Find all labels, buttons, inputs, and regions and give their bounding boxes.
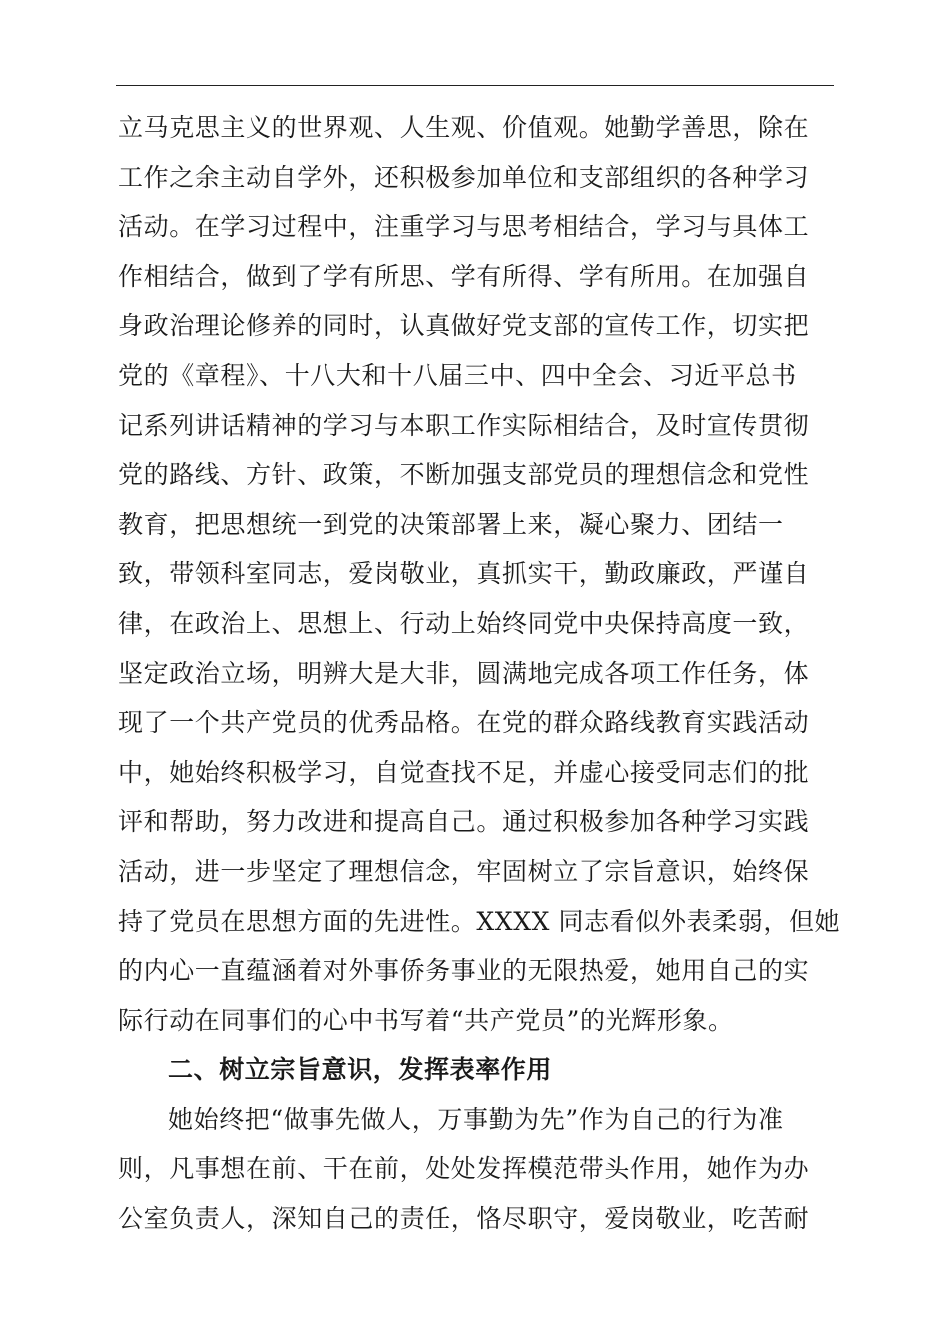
- text-line: 律，在政治上、思想上、行动上始终同党中央保持高度一致，: [118, 608, 810, 638]
- text-line: 的内心一直蕴涵着对外事侨务事业的无限热爱，她用自己的实: [118, 956, 810, 986]
- text-line: 坚定政治立场，明辨大是大非，圆满地完成各项工作任务，体: [118, 658, 810, 688]
- text-line: 活动。在学习过程中，注重学习与思考相结合，学习与具体工: [118, 212, 810, 242]
- header-rule: [116, 85, 834, 86]
- text-line: 记系列讲话精神的学习与本职工作实际相结合，及时宣传贯彻: [118, 410, 810, 440]
- body-text: [118, 103, 841, 1244]
- text-line: 教育，把思想统一到党的决策部署上来，凝心聚力、团结一: [118, 509, 784, 539]
- text-line: 则，凡事想在前、干在前，处处发挥模范带头作用，她作为办: [118, 1154, 810, 1184]
- text-line: 中，她始终积极学习，自觉查找不足，并虚心接受同志们的批: [118, 757, 810, 787]
- text-line: 她始终把“做事先做人，万事勤为先”作为自己的行为准: [168, 1104, 784, 1134]
- text-line: 评和帮助，努力改进和提高自己。通过积极参加各种学习实践: [118, 807, 810, 837]
- text-line: 持了党员在思想方面的先进性。XXXX 同志看似外表柔弱，但她: [118, 906, 841, 936]
- text-line: 致，带领科室同志，爱岗敬业，真抓实干，勤政廉政，严谨自: [118, 559, 810, 589]
- text-line: 工作之余主动自学外，还积极参加单位和支部组织的各种学习: [118, 162, 810, 192]
- section-heading: 二、树立宗旨意识，发挥表率作用: [168, 1055, 553, 1085]
- text-line: 公室负责人，深知自己的责任，恪尽职守，爱岗敬业，吃苦耐: [118, 1204, 810, 1234]
- text-line: 身政治理论修养的同时，认真做好党支部的宣传工作，切实把: [118, 311, 810, 341]
- text-line: 现了一个共产党员的优秀品格。在党的群众路线教育实践活动: [118, 708, 810, 738]
- text-line: 际行动在同事们的心中书写着“共产党员”的光辉形象。: [118, 1005, 734, 1035]
- text-line: 活动，进一步坚定了理想信念，牢固树立了宗旨意识，始终保: [118, 856, 810, 886]
- text-line: 立马克思主义的世界观、人生观、价值观。她勤学善思，除在: [118, 113, 810, 142]
- text-line: 党的路线、方针、政策，不断加强支部党员的理想信念和党性: [118, 460, 810, 490]
- text-line: 党的《章程》、十八大和十八届三中、四中全会、习近平总书: [118, 360, 797, 390]
- text-line: 作相结合，做到了学有所思、学有所得、学有所用。在加强自: [118, 261, 810, 291]
